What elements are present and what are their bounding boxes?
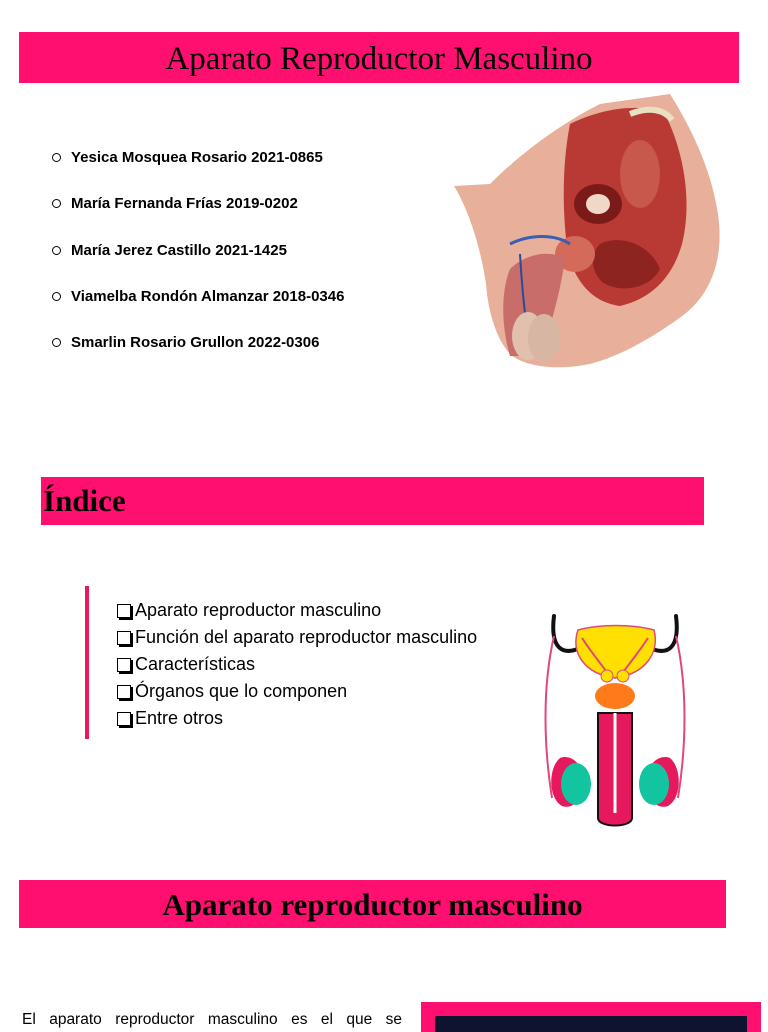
title-banner xyxy=(19,32,739,83)
author-name: Yesica Mosquea Rosario 2021-0865 xyxy=(71,149,323,166)
index-item-label: Características xyxy=(135,654,256,674)
index-item xyxy=(116,624,477,651)
checkbox-bullet-icon xyxy=(117,712,131,726)
author-item xyxy=(50,287,344,333)
circle-bullet-icon xyxy=(52,246,61,255)
index-list xyxy=(116,597,477,732)
index-heading: Índice xyxy=(43,483,126,518)
paragraph-text: El aparato reproductor masculino es el que se xyxy=(22,1010,402,1028)
circle-bullet-icon xyxy=(52,338,61,347)
checkbox-bullet-icon xyxy=(117,685,131,699)
index-item xyxy=(116,651,477,678)
author-name: María Fernanda Frías 2019-0202 xyxy=(71,195,298,213)
circle-bullet-icon xyxy=(52,153,61,162)
illustration-frame xyxy=(421,1002,761,1032)
author-item xyxy=(50,333,344,379)
index-item-label: Función del aparato reproductor masculino xyxy=(135,627,478,647)
index-item xyxy=(116,597,477,624)
section-heading: Aparato reproductor masculino xyxy=(162,887,583,922)
index-item xyxy=(116,678,477,705)
author-name: Smarlin Rosario Grullon 2022-0306 xyxy=(71,334,320,352)
author-item xyxy=(50,148,344,194)
author-name: María Jerez Castillo 2021-1425 xyxy=(71,241,287,259)
pelvis-anatomy-model-image xyxy=(450,94,726,376)
body-paragraph xyxy=(22,1008,402,1032)
index-banner xyxy=(41,477,704,525)
author-list xyxy=(50,148,344,379)
author-item xyxy=(50,241,344,287)
index-item-label: Aparato reproductor masculino xyxy=(135,600,382,620)
circle-bullet-icon xyxy=(52,199,61,208)
circle-bullet-icon xyxy=(52,292,61,301)
anatomy-illustration-image xyxy=(435,1016,747,1032)
checkbox-bullet-icon xyxy=(117,604,131,618)
index-item-label: Órganos que lo componen xyxy=(135,681,348,701)
checkbox-bullet-icon xyxy=(117,658,131,672)
author-item xyxy=(50,194,344,240)
author-name: Viamelba Rondón Almanzar 2018-0346 xyxy=(71,287,345,305)
page-title: Aparato Reproductor Masculino xyxy=(165,41,593,77)
index-item xyxy=(116,705,477,732)
accent-bar xyxy=(85,586,89,739)
reproductive-system-diagram xyxy=(540,608,690,832)
section-banner xyxy=(19,880,726,928)
index-item-label: Entre otros xyxy=(135,708,224,728)
checkbox-bullet-icon xyxy=(117,631,131,645)
